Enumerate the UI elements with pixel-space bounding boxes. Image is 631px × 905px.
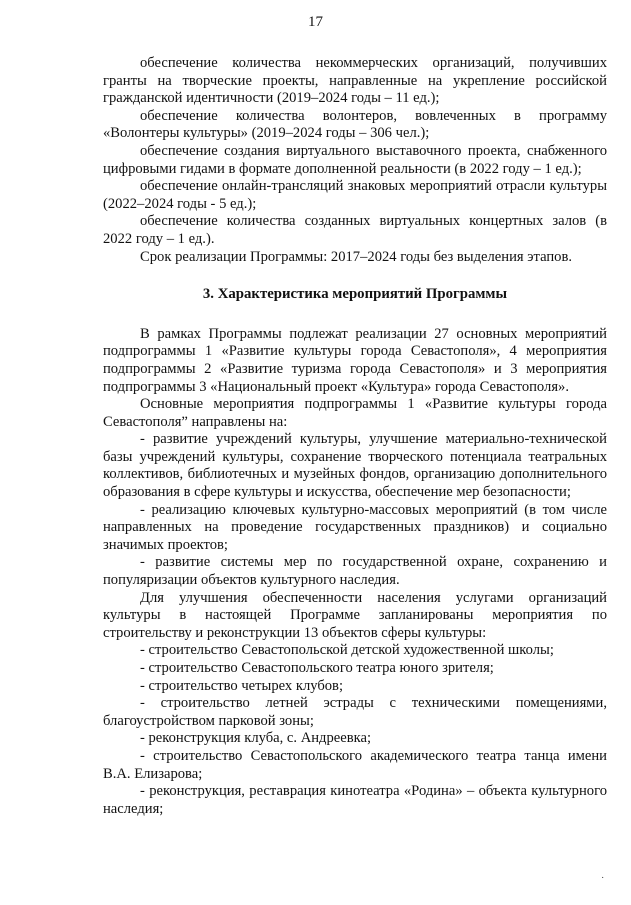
paragraph: обеспечение создания виртуального выставочного проекта, снабженного цифровыми гидами в формате дополненной реальности (в 2022 году – 1 ед.); <box>103 142 607 177</box>
section-heading: 3. Характеристика мероприятий Программы <box>202 286 508 303</box>
paragraph: обеспечение количества некоммерческих организаций, получивших гранты на творческие проекты, направленные на укрепление российской гражданской идентичности (2019–2024 годы – 11 ед.); <box>103 55 607 107</box>
program-term-paragraph: Срок реализации Программы: 2017–2024 годы без выделения этапов. <box>140 248 572 265</box>
list-item: - развитие системы мер по государственной охране, сохранению и популяризации объектов культурного наследия. <box>103 554 607 589</box>
list-item: - реализацию ключевых культурно-массовых мероприятий (в том числе направленных на проведение государственных праздников) и социально значимых проектов; <box>103 501 607 553</box>
scan-speck: ˙ <box>601 876 605 887</box>
paragraph: обеспечение онлайн-трансляций знаковых мероприятий отрасли культуры (2022–2024 годы - 5 ед.); <box>103 178 607 212</box>
paragraph: обеспечение количества созданных виртуальных концертных залов (в 2022 году – 1 ед.). <box>103 213 607 247</box>
list-item: - строительство Севастопольского театра юного зрителя; <box>140 660 494 676</box>
paragraph: Основные мероприятия подпрограммы 1 «Развитие культуры города Севастополя” направлены на: <box>103 396 607 430</box>
list-item: - развитие учреждений культуры, улучшение материально-технической базы учреждений культуры, сохранение творческого потенциала театральных коллективов, библиотечных и музейных фондов, организацию дополнительного образования в сфере культуры и искусства, обеспечение мер безопасности; <box>103 431 607 501</box>
list-item: - строительство Севастопольской детской художественной школы; <box>140 642 554 659</box>
list-item: - реконструкция клуба, с. Андреевка; <box>140 730 372 747</box>
list-item: - строительство Севастопольского академического театра танца имени В.А. Елизарова; <box>103 747 607 782</box>
page-number: 17 <box>308 14 323 30</box>
list-item: - строительство летней эстрады с техническими помещениями, благоустройством парковой зоны; <box>103 695 607 729</box>
paragraph: В рамках Программы подлежат реализации 27 основных мероприятий подпрограммы 1 «Развитие культуры города Севастополя», 4 мероприятия подпрограммы 2 «Развитие туризма города Севастополя» и 3 мероприятия подпрограммы 3 «Национальный проект «Культура» города Севастополя». <box>103 325 607 395</box>
list-item: - реконструкция, реставрация кинотеатра «Родина» – объекта культурного наследия; <box>103 783 607 817</box>
paragraph: Для улучшения обеспеченности населения услугами организаций культуры в настоящей Программе запланированы мероприятия по строительству и реконструкции 13 объектов сферы культуры: <box>103 589 607 641</box>
list-item: - строительство четырех клубов; <box>140 677 344 694</box>
paragraph: обеспечение количества волонтеров, вовлеченных в программу «Волонтеры культуры» (2019–2024 годы – 306 чел.); <box>103 107 607 142</box>
document-body <box>103 55 607 818</box>
